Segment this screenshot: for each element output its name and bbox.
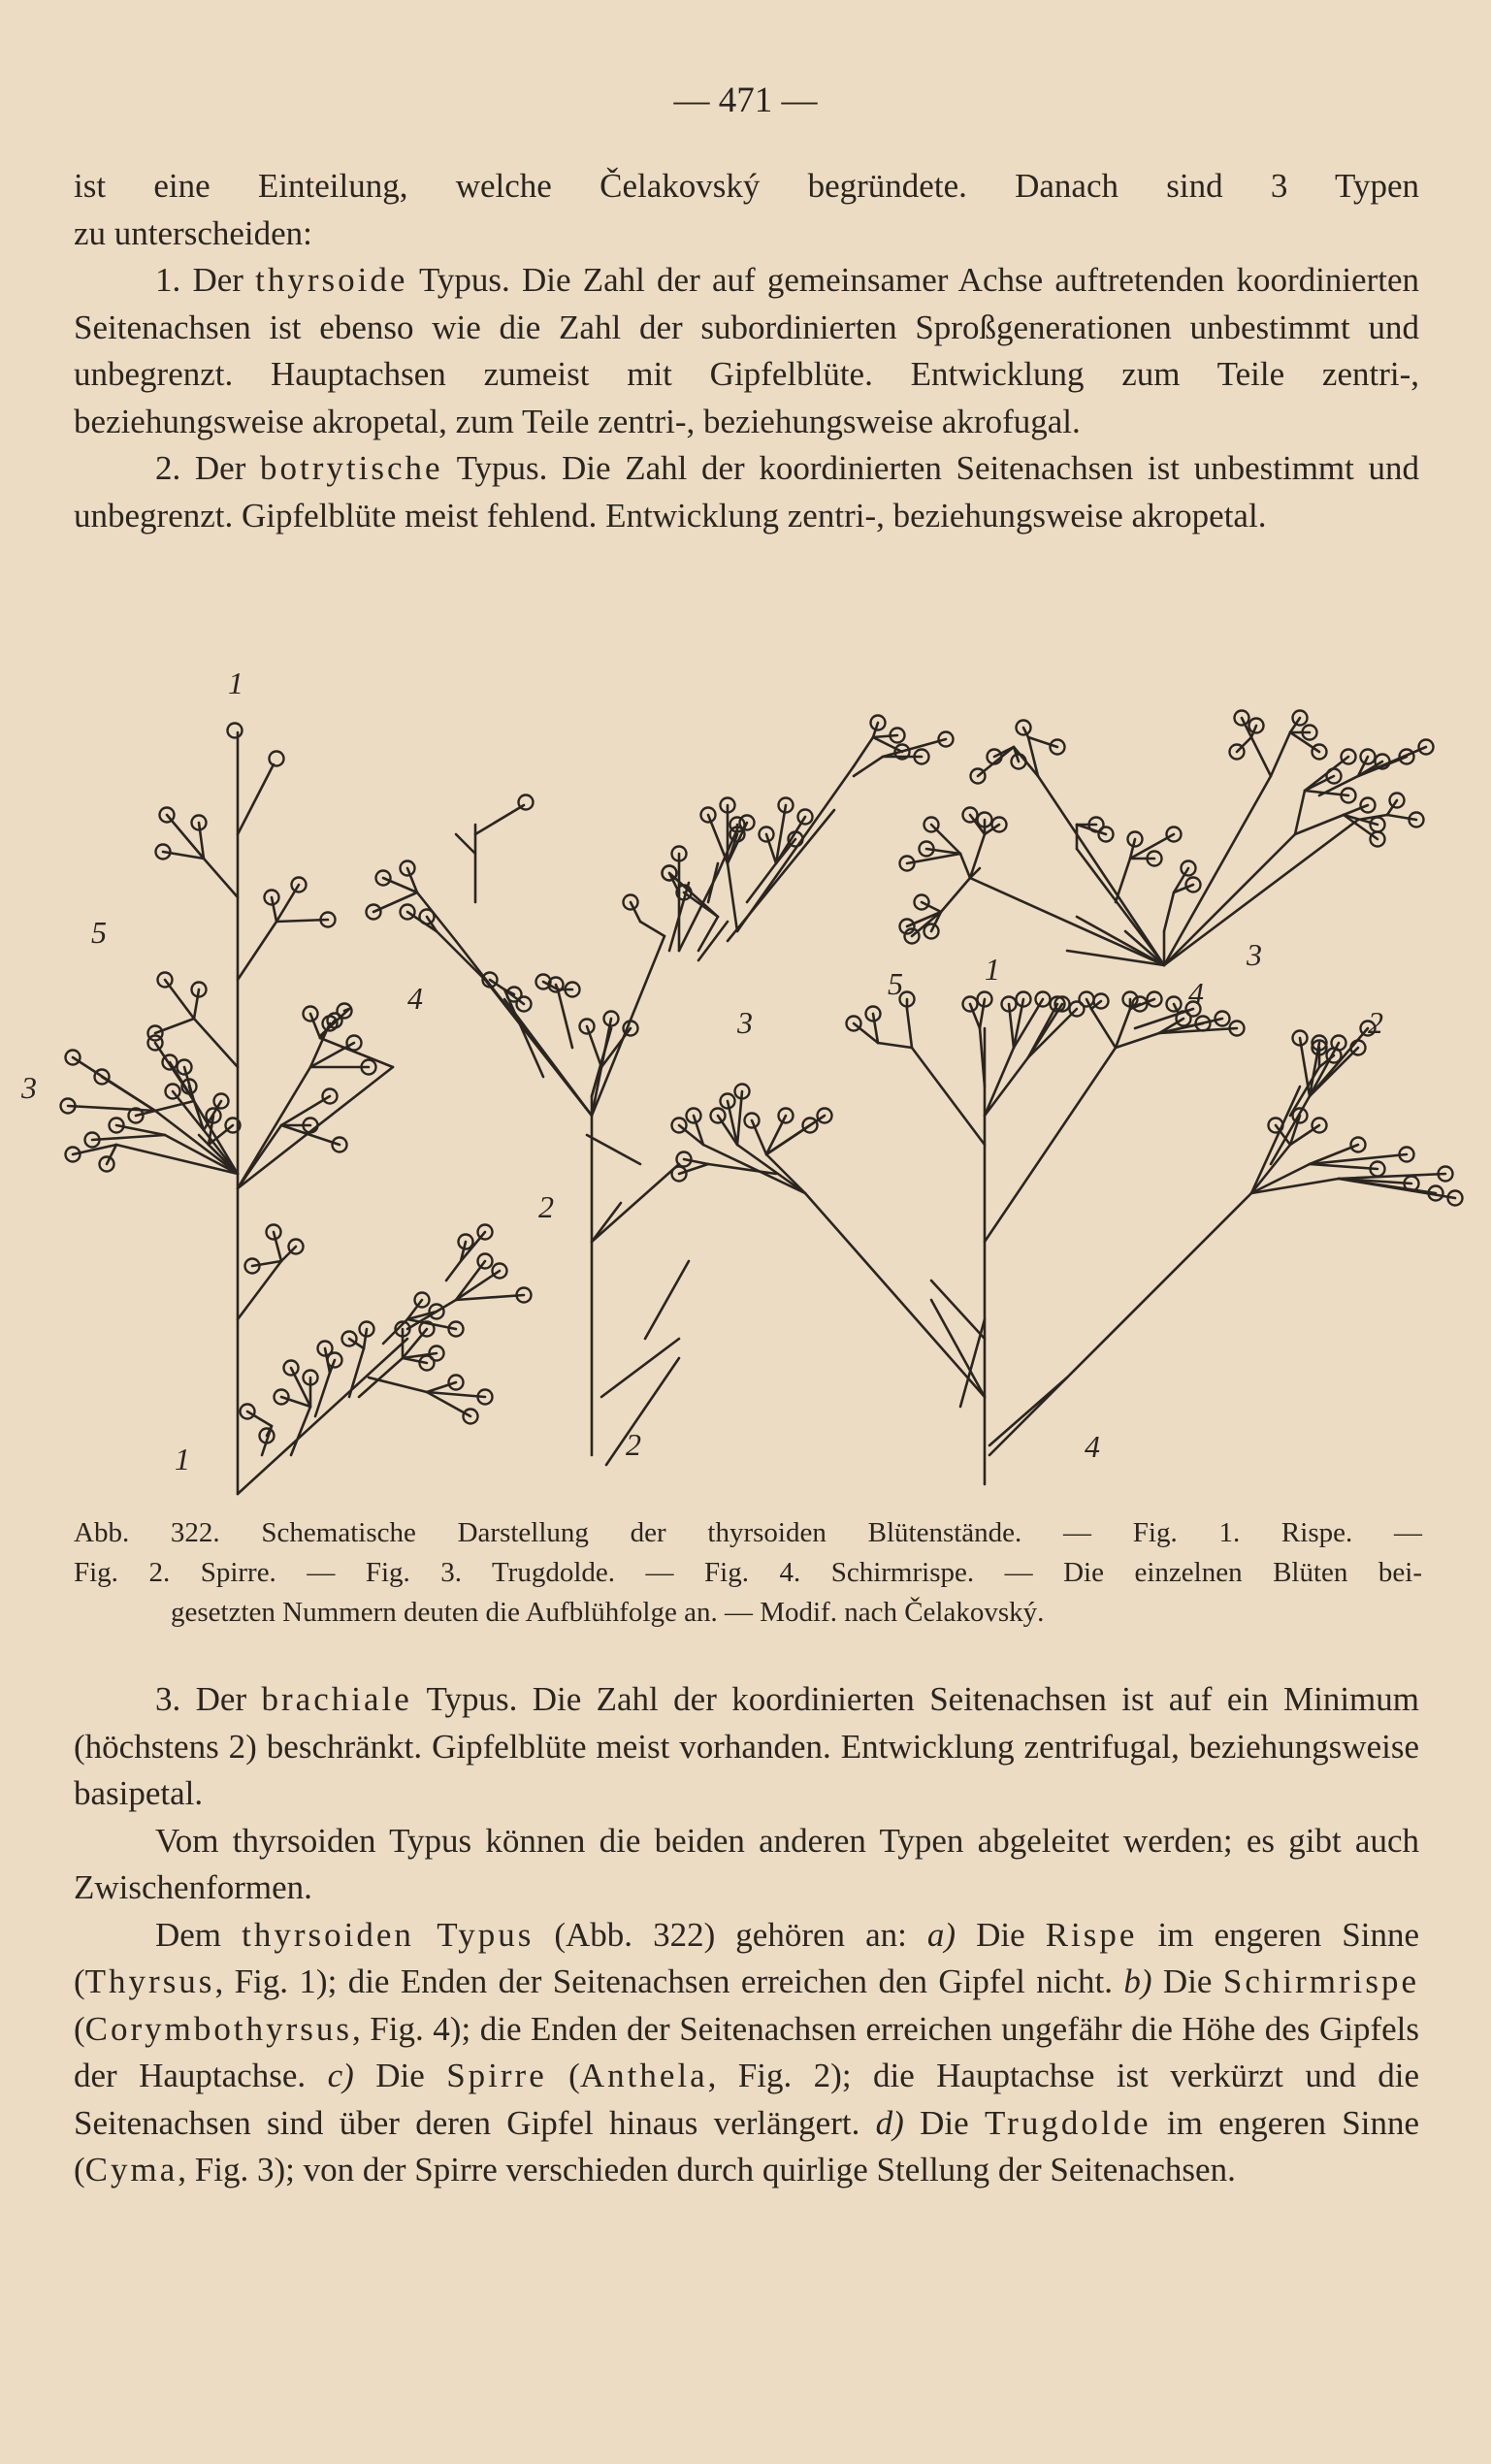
flower-circle <box>270 752 284 766</box>
spaced-term: thyrsoiden Typus <box>242 1915 535 1954</box>
caption-line-3: gesetzten Nummern deuten die Aufblühfolge an. — Modif. nach Čelakovský. <box>171 1597 1045 1628</box>
text-run: , Fig. 2); die Hauptachse ist verkürzt und die Seitenachsen sind über deren Gipfel hinaus verlängert. <box>74 2057 1420 2142</box>
axis-line <box>640 922 664 936</box>
bottom-text <box>74 1676 1419 2194</box>
fig1-label-3: 3 <box>21 1070 37 1105</box>
axis-line <box>645 1261 689 1339</box>
axis-line <box>1116 1033 1159 1048</box>
axis-line <box>504 999 592 1116</box>
type1-paragraph <box>74 257 1419 445</box>
axis-line <box>272 897 276 922</box>
axis-line <box>281 1125 340 1145</box>
type3-name: brachiale <box>261 1680 412 1718</box>
caption-line-2: Fig. 2. Spirre. — Fig. 3. Trugdolde. — Fig. 4. Schirmrispe. — Die einzelnen Blüten bei- <box>74 1557 1422 1588</box>
axis-line <box>238 1067 310 1188</box>
axis-line <box>873 735 897 737</box>
text-run: im engeren Sinne ( <box>74 1915 1419 2000</box>
axis-line <box>941 878 970 912</box>
axis-line <box>1344 805 1368 815</box>
axis-line <box>475 805 524 834</box>
axis-line <box>1310 1164 1378 1169</box>
axis-line <box>437 931 485 980</box>
fig2-bottom-label: 2 <box>626 1427 641 1462</box>
type2-paragraph <box>74 445 1419 539</box>
item-letter: b) <box>1123 1962 1152 2000</box>
text-run: Die <box>1162 1962 1213 2000</box>
axis-line <box>369 1378 427 1392</box>
axis-line <box>238 1339 407 1494</box>
type2-number: 2. Der <box>155 449 246 487</box>
fig3-label-3: 3 <box>1247 937 1262 972</box>
axis-line <box>238 922 276 980</box>
top-text <box>74 163 1419 539</box>
axis-line <box>912 912 941 936</box>
fig1-label-2: 2 <box>538 1189 554 1224</box>
fig1-bottom-label: 1 <box>175 1442 190 1476</box>
type3-text: Typus. Die Zahl der koordinierten Seitenachsen ist auf ein Minimum (höchstens 2) beschränkt. Gipfelblüte meist vorhanden. Entwicklung zentrifugal, beziehungsweise basipetal. <box>74 1680 1419 1812</box>
axis-line <box>970 1004 980 1028</box>
page-number: — 471 — <box>673 81 818 120</box>
axis-line <box>310 1014 320 1038</box>
axis-line <box>1339 1174 1445 1179</box>
axis-line <box>1387 815 1416 820</box>
axis-line <box>1290 732 1319 752</box>
intro-line-1: ist eine Einteilung, welche Čelakovský begründete. Danach sind 3 Typen <box>74 167 1419 205</box>
text-run: Die <box>920 2103 969 2142</box>
text-run: (Abb. 322) gehören an: <box>554 1915 907 1954</box>
axis-line <box>1295 791 1305 834</box>
axis-line <box>558 989 572 1048</box>
axis-line <box>854 737 873 766</box>
axis-line <box>1358 747 1426 776</box>
axis-line <box>631 902 640 922</box>
axis-line <box>238 764 274 834</box>
item-letter: a) <box>926 1915 956 1954</box>
text-run: im engeren Sinne ( <box>74 2103 1420 2188</box>
axis-line <box>587 1135 640 1164</box>
type3-number: 3. Der <box>155 1680 247 1718</box>
type3-paragraph <box>74 1676 1419 1818</box>
axis-line <box>708 863 718 902</box>
axis-line <box>931 1281 985 1339</box>
axis-line <box>1251 737 1271 776</box>
text-run: ( <box>568 2057 580 2094</box>
axis-line <box>1319 776 1358 795</box>
text-run: , Fig. 3); von der Spirre verschieden durch quirlige Stellung der Seitenachsen. <box>178 2151 1236 2188</box>
flower-circle <box>519 795 534 810</box>
text-run: , Fig. 1); die Enden der Seitenachsen erreichen den Gipfel nicht. <box>214 1962 1113 2000</box>
type2-name: botrytische <box>260 449 443 487</box>
axis-line <box>364 1329 367 1348</box>
fig1-label-5: 5 <box>91 915 107 950</box>
axis-line <box>1271 732 1290 776</box>
axis-line <box>92 1135 165 1140</box>
spaced-term: Trugdolde <box>985 2103 1151 2142</box>
axis-line <box>878 1043 912 1048</box>
axis-line <box>403 1358 427 1363</box>
subtypes-paragraph <box>74 1912 1419 2194</box>
axis-line <box>1164 892 1174 931</box>
axis-line <box>601 1339 679 1397</box>
type2-text: Typus. Die Zahl der koordinierten Seitenachsen ist unbestimmt und unbegrenzt. Gipfelblüte meist fehlend. Entwicklung zentri-, beziehungsweise akropetal. <box>74 449 1420 535</box>
text-run: , Fig. 4); die Enden der Seitenachsen erreichen ungefähr die Höhe des Gipfels der Hauptachse. <box>74 2009 1419 2094</box>
axis-line <box>592 1203 621 1242</box>
axis-line <box>752 1120 766 1154</box>
text-run: Die <box>375 2057 425 2094</box>
spaced-term: Corymbothyrsus <box>84 2009 353 2048</box>
fig4-label-1: 1 <box>985 952 1000 987</box>
axis-line <box>446 1261 461 1281</box>
axis-line <box>907 1009 912 1048</box>
axis-line <box>238 1067 393 1188</box>
item-letter: c) <box>327 2057 354 2094</box>
derive-paragraph: Vom thyrsoiden Typus können die beiden anderen Typen abgeleitet werden; es gibt auch Zwischenformen. <box>74 1821 1419 1906</box>
fig4-label-2: 2 <box>1368 1005 1383 1040</box>
spaced-term: Cyma <box>84 2151 178 2188</box>
flower-circle <box>228 724 243 738</box>
item-letter: d) <box>875 2103 904 2142</box>
axis-line <box>344 1009 349 1011</box>
axis-line <box>922 902 941 912</box>
axis-line <box>1164 834 1295 965</box>
fig1-top-label: 1 <box>228 665 243 700</box>
axis-line <box>592 936 664 1116</box>
axis-line <box>417 892 456 941</box>
intro-line-2: zu unterscheiden: <box>74 213 312 252</box>
axis-line <box>194 989 199 1019</box>
axis-line <box>204 859 238 897</box>
type1-name: thyrsoide <box>255 261 408 299</box>
axis-line <box>1116 1009 1130 1048</box>
axis-line <box>320 1038 393 1067</box>
fig4-label-4: 4 <box>1188 976 1204 1011</box>
axis-line <box>980 999 985 1028</box>
axis-line <box>703 1145 805 1193</box>
axis-line <box>456 834 475 854</box>
axis-line <box>167 815 204 859</box>
axis-line <box>1295 815 1344 834</box>
axis-line <box>349 1348 364 1397</box>
spaced-term: Thyrsus <box>84 1962 215 2000</box>
axis-line <box>989 1193 1251 1455</box>
axis-line <box>873 737 902 752</box>
type1-number: 1. Der <box>155 261 243 299</box>
axis-line <box>403 1329 427 1358</box>
fig4-label-3: 3 <box>737 1005 753 1040</box>
axis-line <box>1028 1004 1057 1057</box>
axis-line <box>985 1048 1116 1242</box>
axis-line <box>1077 849 1164 965</box>
axis-line <box>912 1048 985 1145</box>
figure-caption <box>74 1513 1422 1633</box>
axis-line <box>194 1019 238 1067</box>
inflorescence-figure <box>0 660 1491 1513</box>
axis-line <box>73 1057 155 1111</box>
axis-line <box>1028 1009 1077 1057</box>
axis-line <box>1116 859 1130 902</box>
axis-line <box>805 1193 985 1397</box>
fig4-label-5: 5 <box>888 966 903 1001</box>
type1-text: Typus. Die Zahl der auf gemeinsamer Achse auftretenden koordinierten Seitenachsen ist ebenso wie die Zahl der subordinierten Sproßgenerationen unbestimmt und unbegrenzt. Hauptachsen zumeist mit Gipfelblüte. Entwicklung zum Teile zentri-, beziehungsweise akropetal, zum Teile zentri-, beziehungsweise akrofugal. <box>74 261 1420 440</box>
spaced-term: Anthela <box>579 2057 708 2094</box>
axis-line <box>684 1159 708 1164</box>
caption-line-1: Abb. 322. Schematische Darstellung der thyrsoiden Blütenstände. — Fig. 1. Rispe. — <box>74 1517 1422 1548</box>
text-run: ( <box>74 2009 85 2048</box>
spaced-term: Rispe <box>1045 1915 1138 1954</box>
spaced-term: Schirmrispe <box>1222 1962 1420 2000</box>
axis-line <box>1091 1009 1116 1048</box>
axis-line <box>728 863 737 931</box>
fig4-bottom-label: 4 <box>1085 1429 1100 1464</box>
text-run: Dem <box>155 1915 222 1954</box>
axis-line <box>456 1295 524 1300</box>
axis-line <box>960 854 970 878</box>
fig1-label-4: 4 <box>407 981 423 1016</box>
axis-line <box>592 1164 679 1242</box>
spaced-term: Spirre <box>446 2057 547 2094</box>
axis-line <box>606 1358 679 1465</box>
text-run: Die <box>976 1915 1025 1954</box>
